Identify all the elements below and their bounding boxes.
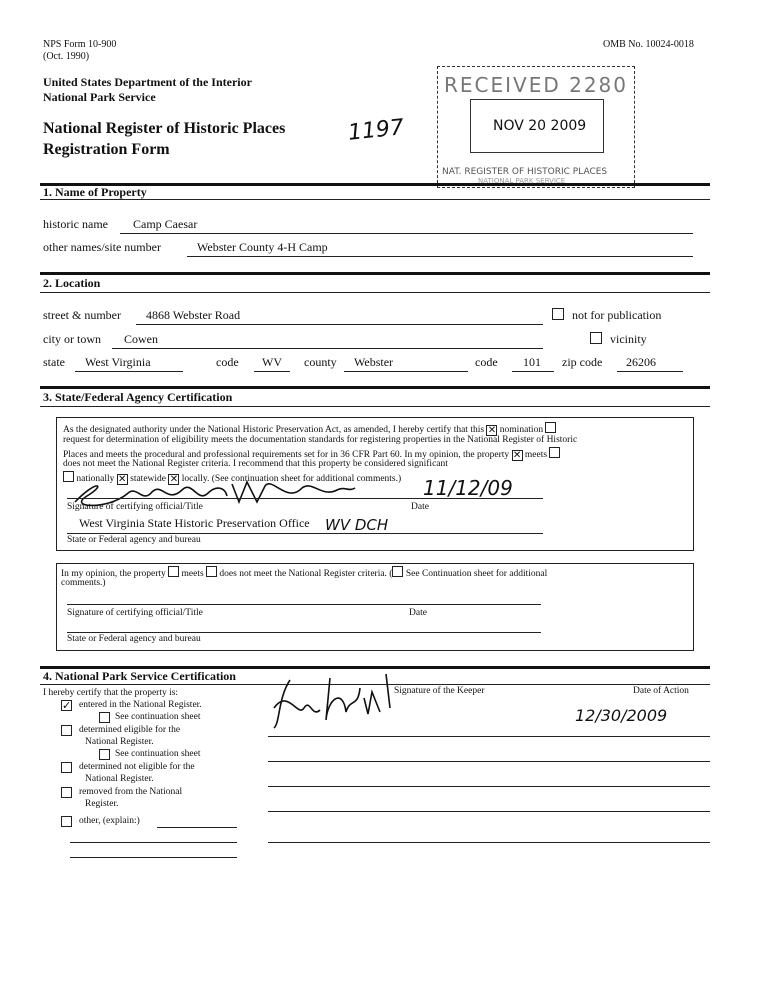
section-3-heading: 3. State/Federal Agency Certification <box>43 390 233 404</box>
state-field[interactable]: West Virginia <box>85 355 151 369</box>
vicinity-label: vicinity <box>610 332 647 346</box>
certification-text-line: does not meet the National Register criteria. I recommend that this property be considered significant <box>63 459 448 469</box>
action-date: 12/30/2009 <box>575 706 668 725</box>
removed-checkbox[interactable] <box>61 787 72 798</box>
date-of-action-label: Date of Action <box>633 686 689 696</box>
service: National Park Service <box>43 90 156 104</box>
not-for-publication-checkbox[interactable] <box>552 308 564 320</box>
vicinity-checkbox[interactable] <box>590 332 602 344</box>
opinion-see-label: See Continuation sheet for additional <box>405 569 548 579</box>
locally-label: locally. <box>181 474 210 484</box>
underline <box>120 233 693 234</box>
state-label: state <box>43 355 65 369</box>
nomination-label: nomination <box>499 425 544 435</box>
divider <box>40 292 710 293</box>
entered-label: entered in the National Register. <box>79 700 202 710</box>
opinion-text-line: In my opinion, the property <box>61 569 166 579</box>
underline <box>512 371 554 372</box>
date-label: Date <box>411 502 429 512</box>
opinion-text <box>61 566 547 579</box>
signature-line <box>268 761 710 762</box>
certification-text-line: request for determination of eligibility meets the documentation standards for registering properties in the National Register of Historic <box>63 435 578 445</box>
street-field[interactable]: 4868 Webster Road <box>146 308 241 322</box>
other-line[interactable] <box>157 827 237 828</box>
keeper-signature <box>268 668 408 738</box>
historic-name-field[interactable]: Camp Caesar <box>133 217 198 231</box>
omb-number: OMB No. 10024-0018 <box>603 39 694 50</box>
agency-label: State or Federal agency and bureau <box>67 634 201 644</box>
stamp-footer: NAT. REGISTER OF HISTORIC PLACES <box>442 167 608 177</box>
date-label: Date <box>409 608 427 618</box>
county-field[interactable]: Webster <box>354 355 394 369</box>
other-names-field[interactable]: Webster County 4-H Camp <box>197 240 328 254</box>
statewide-checkbox[interactable]: ✕ <box>118 474 127 485</box>
city-field[interactable]: Cowen <box>124 332 158 346</box>
street-label: street & number <box>43 308 121 322</box>
not-eligible-label: determined not eligible for the <box>79 762 195 772</box>
eligible-label: determined eligible for the <box>79 725 181 735</box>
entered-checkbox[interactable]: ✓ <box>62 700 72 712</box>
signature-label: Signature of certifying official/Title <box>67 608 203 618</box>
underline <box>344 371 468 372</box>
zip-label: zip code <box>562 355 603 369</box>
certification-text-line: As the designated authority under the National Historic Preservation Act, as amended, I hereby certify that this <box>63 425 485 435</box>
underline <box>254 371 290 372</box>
signature-date: 11/12/09 <box>423 476 513 500</box>
county-code-field[interactable]: 101 <box>523 355 541 369</box>
keeper-signature-label: Signature of the Keeper <box>394 686 485 696</box>
see-continuation-label: (See continuation sheet for additional comments.) <box>211 474 402 484</box>
nationally-label: nationally <box>76 474 115 484</box>
page-subtitle: Registration Form <box>43 141 170 158</box>
underline <box>112 348 543 349</box>
zip-field[interactable]: 26206 <box>626 355 656 369</box>
divider <box>40 199 710 200</box>
removed-label: removed from the National <box>79 787 183 797</box>
certification-text-line: Places and meets the procedural and professional requirements set for in 36 CFR Part 60. In my opinion, the property <box>63 450 510 460</box>
request-checkbox[interactable] <box>545 422 556 433</box>
historic-name-label: historic name <box>43 217 108 231</box>
underline <box>136 324 543 325</box>
statewide-label: statewide <box>130 474 167 484</box>
opinion-does-not-meet-label: does not meet the National Register criteria. ( <box>219 569 393 579</box>
section-1-heading: 1. Name of Property <box>43 185 147 199</box>
underline <box>617 371 683 372</box>
other-line[interactable] <box>70 857 237 858</box>
form-date: (Oct. 1990) <box>43 51 90 62</box>
other-names-label: other names/site number <box>43 240 161 254</box>
eligible-checkbox[interactable] <box>61 725 72 736</box>
continuation-label: See continuation sheet <box>115 749 201 759</box>
city-label: city or town <box>43 332 101 346</box>
stamp-date-box <box>470 99 604 153</box>
not-eligible-label-2: National Register. <box>85 774 154 784</box>
agency-field[interactable]: West Virginia State Historic Preservation Office <box>79 516 310 530</box>
removed-label-2: Register. <box>85 799 119 809</box>
other-checkbox[interactable] <box>61 816 72 827</box>
stamp-footer2: NATIONAL PARK SERVICE <box>478 177 566 185</box>
signature-line <box>268 842 710 843</box>
section-2-heading: 2. Location <box>43 276 101 290</box>
opinion-box <box>56 563 694 651</box>
county-label: county <box>304 355 337 369</box>
does-not-meet-checkbox[interactable] <box>549 447 560 458</box>
signature-line <box>67 604 541 605</box>
handwritten-reference-number: 1197 <box>346 115 406 146</box>
received-stamp <box>437 66 635 188</box>
not-eligible-checkbox[interactable] <box>61 762 72 773</box>
certification-text <box>63 422 556 436</box>
signature-line <box>268 811 710 812</box>
section-4-heading: 4. National Park Service Certification <box>43 669 236 683</box>
entered-continuation-checkbox[interactable] <box>99 712 110 723</box>
divider <box>40 406 710 407</box>
section-divider <box>40 386 710 389</box>
not-for-publication-label: not for publication <box>572 308 662 322</box>
county-code-label: code <box>475 355 498 369</box>
eligible-continuation-checkbox[interactable] <box>99 749 110 760</box>
meets-label: meets <box>524 450 548 460</box>
underline <box>75 371 183 372</box>
opinion-does-not-meet-checkbox[interactable] <box>206 566 217 577</box>
signature-line <box>268 736 710 737</box>
agency-handwritten: WV DCH <box>325 516 389 534</box>
code-label: code <box>216 355 239 369</box>
other-label: other, (explain:) <box>79 816 140 826</box>
agency-label: State or Federal agency and bureau <box>67 535 201 545</box>
opinion-comments: comments.) <box>61 578 106 588</box>
underline <box>187 256 693 257</box>
nomination-checkbox[interactable]: ✕ <box>487 425 497 436</box>
certification-box <box>56 417 694 551</box>
locally-checkbox[interactable]: ✕ <box>169 474 179 485</box>
stamp-date: NOV 20 2009 <box>493 118 587 134</box>
form-number: NPS Form 10-900 <box>43 39 117 50</box>
stamp-received: RECEIVED 2280 <box>444 73 629 97</box>
certify-text: I hereby certify that the property is: <box>43 688 179 698</box>
agency-line <box>67 632 541 633</box>
opinion-continuation-checkbox[interactable] <box>392 566 403 577</box>
continuation-label: See continuation sheet <box>115 712 201 722</box>
section-divider <box>40 272 710 275</box>
page-title: National Register of Historic Places <box>43 120 286 137</box>
state-code-field[interactable]: WV <box>262 355 282 369</box>
other-line[interactable] <box>70 842 237 843</box>
signature-label: Signature of certifying official/Title <box>67 502 203 512</box>
eligible-label-2: National Register. <box>85 737 154 747</box>
agency-line <box>67 533 543 534</box>
opinion-meets-checkbox[interactable] <box>168 566 179 577</box>
opinion-meets-label: meets <box>181 569 204 579</box>
signature-line <box>268 786 710 787</box>
department: United States Department of the Interior <box>43 75 252 89</box>
meets-checkbox[interactable]: ✕ <box>512 450 522 461</box>
